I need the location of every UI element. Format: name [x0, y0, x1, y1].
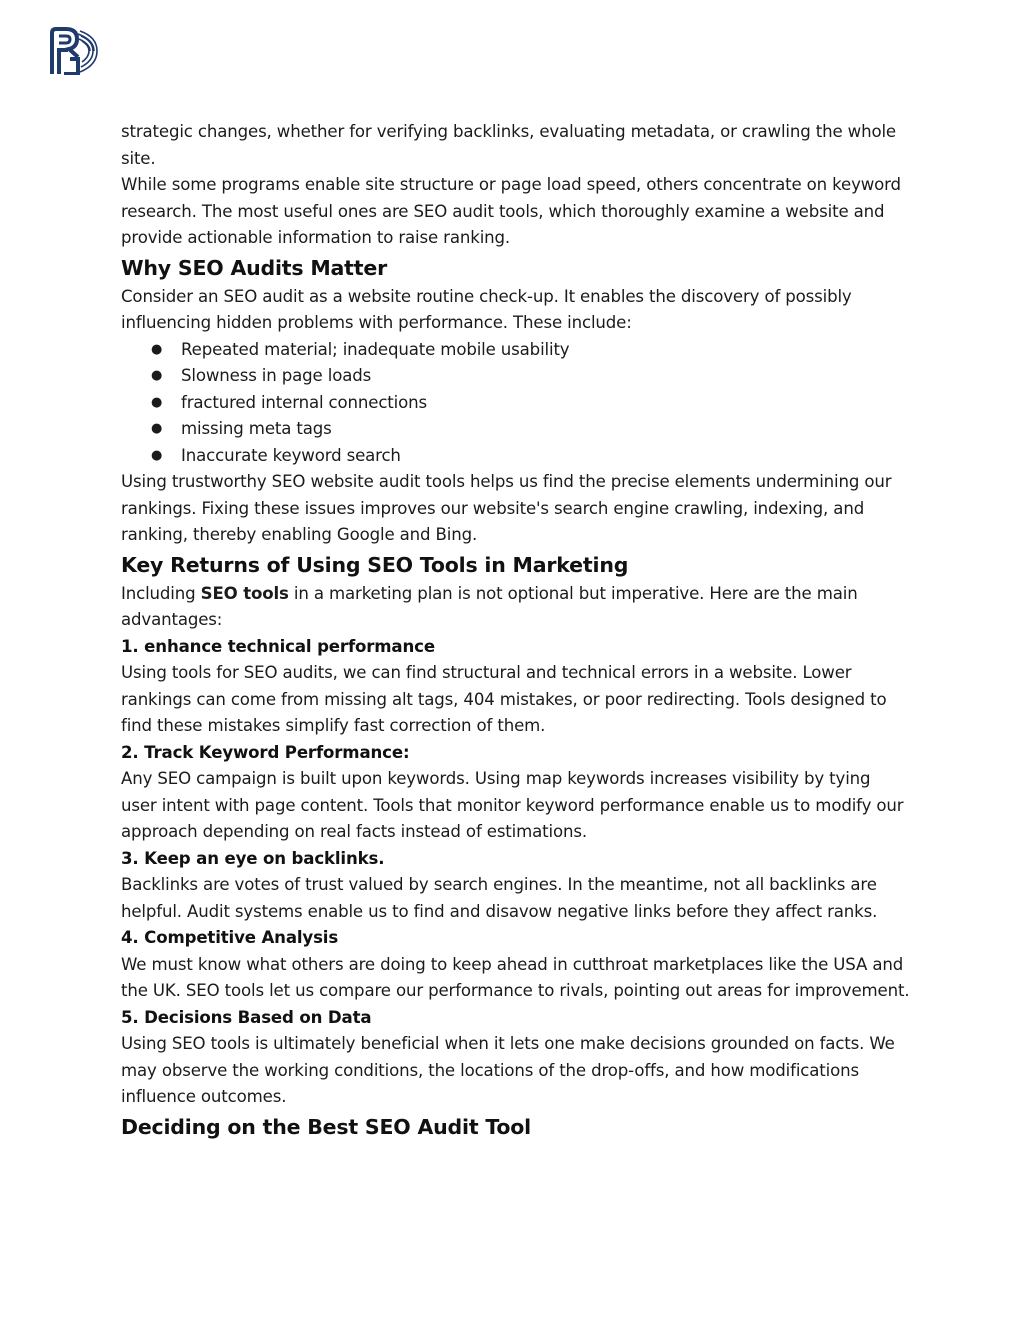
subheading-competitive-analysis: 4. Competitive Analysis — [121, 928, 339, 947]
paragraph-competitive-analysis: We must know what others are doing to keep ahead in cutthroat marketplaces like the USA and the UK. SEO tools let us compare our performance to rivals, pointing out areas for improvement. — [121, 954, 910, 1000]
list-item: ● fractured internal connections — [121, 390, 911, 417]
paragraph-keyword-performance: Any SEO campaign is built upon keywords. Using map keywords increases visibility by tying user intent with page content. Tools that monitor keyword performance enable us to modify our approach depending on real facts instead of estimations. — [121, 769, 904, 841]
logo-svg — [50, 27, 100, 75]
list-item: ● Repeated material; inadequate mobile usability — [121, 337, 911, 364]
rg-monogram-logo-icon — [50, 27, 100, 75]
list-item: ● Inaccurate keyword search — [121, 443, 911, 470]
list-item: ● missing meta tags — [121, 416, 911, 443]
why-paragraph-2: Using trustworthy SEO website audit tools helps us find the precise elements undermining our rankings. Fixing these issues improves our website's search engine crawling, indexing, and ranking, thereby enabling Google and Bing. — [121, 472, 892, 544]
paragraph-data-decisions: Using SEO tools is ultimately beneficial when it lets one make decisions grounded on facts. We may observe the working conditions, the locations of the drop-offs, and how modifications influence outcomes. — [121, 1034, 895, 1106]
intro-paragraph-1: strategic changes, whether for verifying backlinks, evaluating metadata, or crawling the whole site. — [121, 122, 896, 168]
subheading-keyword-performance: 2. Track Keyword Performance: — [121, 742, 410, 762]
paragraph-backlinks: Backlinks are votes of trust valued by search engines. In the meantime, not all backlinks are helpful. Audit systems enable us to find and disavow negative links before they affect ranks. — [121, 875, 878, 921]
subheading-data-decisions: 5. Decisions Based on Data — [121, 1007, 372, 1027]
key-intro-after: in a marketing plan is not optional but imperative. Here are the main advantages: — [121, 583, 858, 629]
key-intro-paragraph — [121, 581, 911, 634]
section-heading-key-returns: Key Returns of Using SEO Tools in Marketing — [121, 552, 629, 577]
issues-list — [121, 337, 911, 470]
key-intro-bold: SEO tools — [200, 583, 289, 603]
why-paragraph-1: Consider an SEO audit as a website routine check-up. It enables the discovery of possibly influencing hidden problems with performance. These include: — [121, 286, 852, 332]
section-heading-deciding: Deciding on the Best SEO Audit Tool — [121, 1114, 532, 1139]
key-intro-before: Including — [121, 583, 201, 603]
intro-paragraph-2: While some programs enable site structure or page load speed, others concentrate on keyword research. The most useful ones are SEO audit tools, which thoroughly examine a website and provide actionable information to raise ranking. — [121, 175, 901, 247]
document-body — [121, 119, 911, 1143]
list-item: ● Slowness in page loads — [121, 363, 911, 390]
paragraph-technical-performance: Using tools for SEO audits, we can find structural and technical errors in a website. Lower rankings can come from missing alt tags, 404 mistakes, or poor redirecting. Tools designed to find these mistakes simplify fast correction of them. — [121, 663, 887, 735]
subheading-backlinks: 3. Keep an eye on backlinks. — [121, 848, 385, 868]
section-heading-why: Why SEO Audits Matter — [121, 255, 387, 280]
subheading-technical-performance: 1. enhance technical performance — [121, 636, 435, 656]
